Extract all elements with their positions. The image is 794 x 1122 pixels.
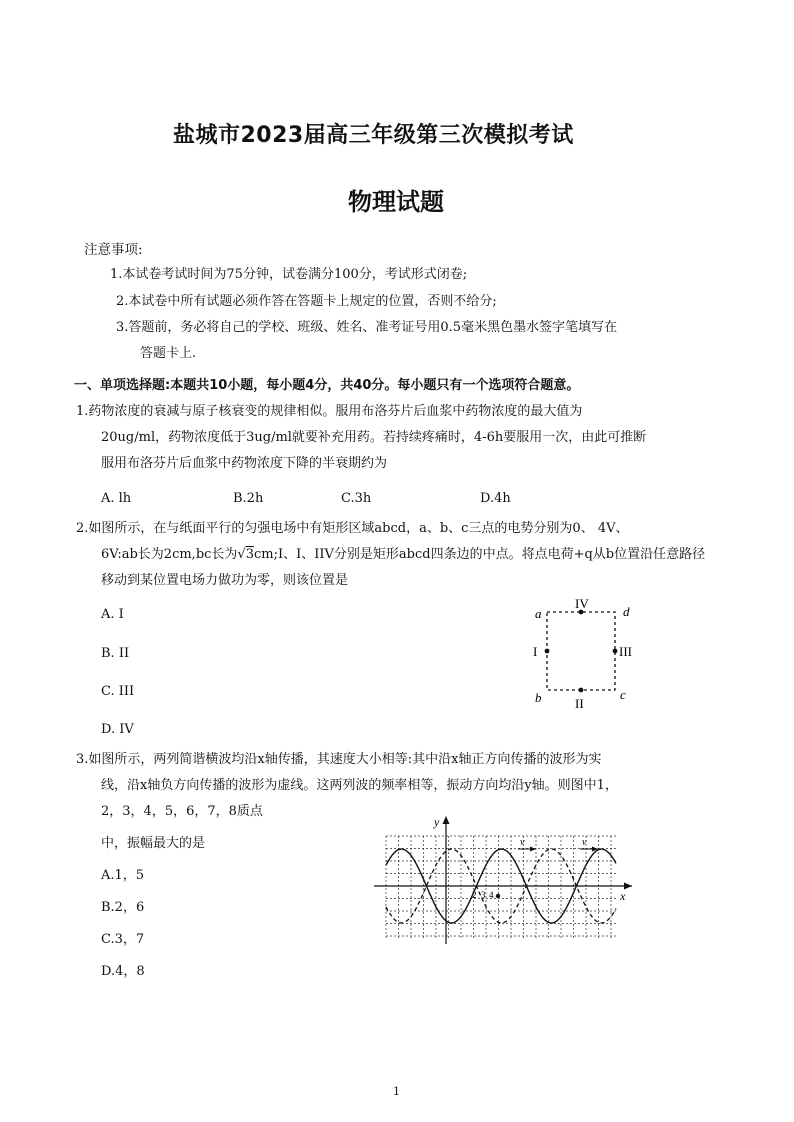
- sqrt-argument: 3: [245, 547, 254, 562]
- q2-option-d: D. IV: [101, 722, 134, 737]
- q3-line-2: 线，沿x轴负方向传播的波形为虚线。这两列波的频率相等，振动方向均沿y轴。则图中1，: [101, 778, 618, 793]
- q3-point-label-4: 4: [489, 890, 494, 900]
- q2-rectangle-figure: [525, 596, 645, 711]
- q2-label-b: b: [535, 690, 542, 705]
- q1-option-d: D.4h: [480, 491, 511, 506]
- q3-option-b: B.2，6: [101, 900, 145, 915]
- q2-label-a: a: [535, 606, 542, 621]
- q1-option-a: A. lh: [101, 491, 132, 506]
- page-title: 物理试题: [348, 188, 444, 216]
- q2-line-3: 移动到某位置电场力做功为零，则该位置是: [101, 573, 349, 588]
- q3-option-c: C.3，7: [101, 932, 145, 947]
- q2-line-1: 2.如图所示，在与纸面平行的匀强电场中有矩形区域abcd，a、b、c三点的电势分别为0、 4V、: [76, 521, 629, 536]
- q2-line-2-prefix: 6V:ab长为2cm,bc长为: [101, 547, 238, 562]
- q2-label-iv: IV: [575, 596, 589, 611]
- page-number: 1: [393, 1085, 400, 1098]
- q3-line-1: 3.如图所示，两列简谐横波均沿x轴传播，其速度大小相等:其中沿x轴正方向传播的波形为实: [76, 752, 602, 767]
- q1-option-b: B.2h: [233, 491, 264, 506]
- q3-y-axis-arrow: [443, 816, 450, 824]
- q3-point-label-2: 2: [472, 890, 477, 900]
- q2-label-i: I: [533, 644, 538, 659]
- q2-label-c: c: [620, 687, 626, 702]
- q3-grid: [386, 836, 616, 938]
- q3-option-d: D.4，8: [101, 964, 145, 979]
- q2-label-ii: II: [575, 696, 584, 711]
- q3-point-label-3: 3: [481, 890, 486, 900]
- q3-point-marker: [496, 894, 500, 898]
- q3-velocity-label-1: v: [520, 837, 525, 848]
- q2-midpoint-left: [545, 649, 550, 654]
- q2-option-a: A. I: [101, 607, 124, 622]
- q3-x-label: x: [620, 889, 626, 903]
- sqrt-symbol: √: [237, 547, 246, 562]
- q2-option-b: B. II: [101, 646, 130, 661]
- q2-rectangle: [547, 612, 615, 690]
- section-heading: 一、单项选择题:本题共10小题，每小题4分，共40分。每小题只有一个选项符合题意。: [74, 378, 580, 393]
- q1-line-3: 服用布洛芬片后血浆中药物浓度下降的半衰期约为: [101, 456, 388, 471]
- q2-option-c: C. III: [101, 684, 135, 699]
- q3-line-3: 2，3，4，5，6，7，8质点: [101, 804, 263, 819]
- notice-item-1: 1.本试卷考试时间为75分钟，试卷满分100分，考试形式闭卷;: [110, 267, 468, 282]
- notice-item-3: 3.答题前，务必将自己的学校、班级、姓名、准考证号用0.5毫米黑色墨水签字笔填写在: [116, 320, 618, 335]
- q2-midpoint-bottom: [579, 688, 584, 693]
- q3-option-a: A.1，5: [101, 868, 145, 883]
- q2-line-2: [101, 543, 705, 562]
- q2-label-iii: III: [619, 644, 632, 659]
- q3-line-4: 中，振幅最大的是: [101, 836, 206, 851]
- q3-velocity-arrowhead-1: [530, 847, 536, 852]
- notice-item-3-cont: 答题卡上.: [140, 346, 197, 361]
- q3-y-label: y: [434, 815, 440, 829]
- q1-line-2: 20ug/ml，药物浓度低于3ug/ml就要补充用药。若持续疼痛时，4-6h要服用一次，由此可推断: [101, 430, 647, 445]
- q1-line-1: 1.药物浓度的衰减与原子核衰变的规律相似。服用布洛芬片后血浆中药物浓度的最大值为: [76, 404, 583, 419]
- notice-item-2: 2.本试卷中所有试题必须作答在答题卡上规定的位置，否则不给分;: [116, 294, 497, 309]
- exam-title: 盐城市2023届高三年级第三次模拟考试: [173, 123, 574, 148]
- q3-wave-figure: [370, 812, 640, 948]
- q2-midpoint-right: [613, 649, 618, 654]
- q2-line-2-rest: cm;I、I、IIV分别是矩形abcd四条边的中点。将点电荷+q从b位置沿任意路径: [254, 547, 706, 562]
- q1-option-c: C.3h: [341, 491, 372, 506]
- notice-heading: 注意事项:: [84, 242, 143, 258]
- q3-velocity-label-2: v: [582, 837, 587, 848]
- q2-label-d: d: [623, 604, 630, 619]
